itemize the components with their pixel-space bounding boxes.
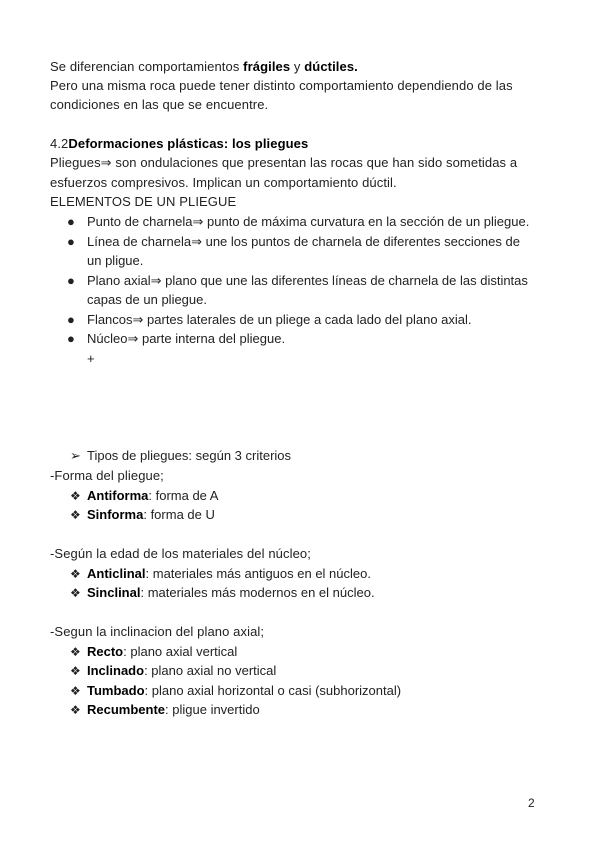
list-item	[70, 566, 371, 582]
bullet-icon: ●	[67, 312, 75, 327]
intro-text: .	[354, 59, 358, 74]
section-heading	[50, 136, 308, 152]
diamond-bullet-icon: ❖	[70, 664, 81, 678]
inclination-heading: -Segun la inclinacion del plano axial;	[50, 624, 265, 639]
list-item-text: Plano axial⇒ plano que une las diferentes líneas de charnela de las distintas	[87, 273, 528, 288]
list-item	[70, 663, 276, 679]
bullet-icon: ●	[67, 273, 75, 288]
list-item	[70, 585, 375, 601]
arrow-bullet-icon: ➢	[70, 448, 81, 463]
term-description: : materiales más modernos en el núcleo.	[140, 585, 375, 600]
intro-text: Se diferencian comportamientos	[50, 59, 244, 74]
term-sinforma: Sinforma	[87, 507, 144, 522]
list-item	[70, 644, 237, 660]
list-item-text: Núcleo⇒ parte interna del pliegue.	[87, 331, 286, 346]
diamond-bullet-icon: ❖	[70, 703, 81, 717]
diamond-bullet-icon: ❖	[70, 567, 81, 581]
list-item-text: Flancos⇒ partes laterales de un pliege a cada lado del plano axial.	[87, 312, 472, 327]
list-item-text: Línea de charnela⇒ une los puntos de charnela de diferentes secciones de	[87, 234, 520, 249]
diamond-bullet-icon: ❖	[70, 586, 81, 600]
term-description: : forma de A	[148, 488, 219, 503]
bullet-icon: ●	[67, 331, 75, 346]
types-heading	[70, 448, 291, 464]
list-item-continuation: capas de un pliegue.	[87, 292, 207, 307]
term-recumbente: Recumbente	[87, 702, 166, 717]
diamond-bullet-icon: ❖	[70, 489, 81, 503]
list-item	[70, 507, 215, 523]
list-item	[67, 273, 528, 289]
form-heading: -Forma del pliegue;	[50, 468, 164, 483]
diamond-bullet-icon: ❖	[70, 684, 81, 698]
definition-line-1: Pliegues⇒ son ondulaciones que presentan las rocas que han sido sometidas a	[50, 155, 518, 170]
term-fragiles: frágiles	[243, 59, 291, 74]
term-description: : materiales más antiguos en el núcleo.	[145, 566, 371, 581]
term-inclinado: Inclinado	[87, 663, 145, 678]
page-number: 2	[528, 796, 535, 810]
term-description: : plano axial no vertical	[144, 663, 277, 678]
term-description: : pligue invertido	[165, 702, 260, 717]
plus-sign: +	[87, 351, 95, 366]
section-number: 4.2	[50, 136, 69, 151]
list-item-continuation: un pligue.	[87, 253, 144, 268]
section-title: Deformaciones plásticas: los pliegues	[68, 136, 309, 151]
elements-heading: ELEMENTOS DE UN PLIEGUE	[50, 194, 237, 209]
list-item	[70, 702, 260, 718]
term-sinclinal: Sinclinal	[87, 585, 141, 600]
intro-line-1	[50, 59, 358, 75]
term-anticlinal: Anticlinal	[87, 566, 146, 581]
intro-line-2: Pero una misma roca puede tener distinto comportamiento dependiendo de las	[50, 78, 513, 93]
list-item	[67, 312, 472, 328]
term-tumbado: Tumbado	[87, 683, 145, 698]
list-item-text: Punto de charnela⇒ punto de máxima curvatura en la sección de un pliegue.	[87, 214, 530, 229]
term-antiforma: Antiforma	[87, 488, 149, 503]
types-heading-text: Tipos de pliegues: según 3 criterios	[87, 448, 292, 463]
list-item	[70, 488, 218, 504]
intro-text: y	[290, 59, 305, 74]
term-description: : plano axial horizontal o casi (subhorizontal)	[144, 683, 402, 698]
definition-line-2: esfuerzos compresivos. Implican un comportamiento dúctil.	[50, 175, 397, 190]
diamond-bullet-icon: ❖	[70, 508, 81, 522]
intro-line-3: condiciones en las que se encuentre.	[50, 97, 269, 112]
list-item	[67, 331, 285, 347]
term-description: : plano axial vertical	[123, 644, 238, 659]
term-description: : forma de U	[143, 507, 215, 522]
age-heading: -Según la edad de los materiales del núcleo;	[50, 546, 311, 561]
list-item	[67, 214, 529, 230]
list-item	[70, 683, 401, 699]
bullet-icon: ●	[67, 214, 75, 229]
term-recto: Recto	[87, 644, 124, 659]
term-ductiles: dúctiles	[304, 59, 355, 74]
list-item	[67, 234, 520, 250]
bullet-icon: ●	[67, 234, 75, 249]
diamond-bullet-icon: ❖	[70, 645, 81, 659]
